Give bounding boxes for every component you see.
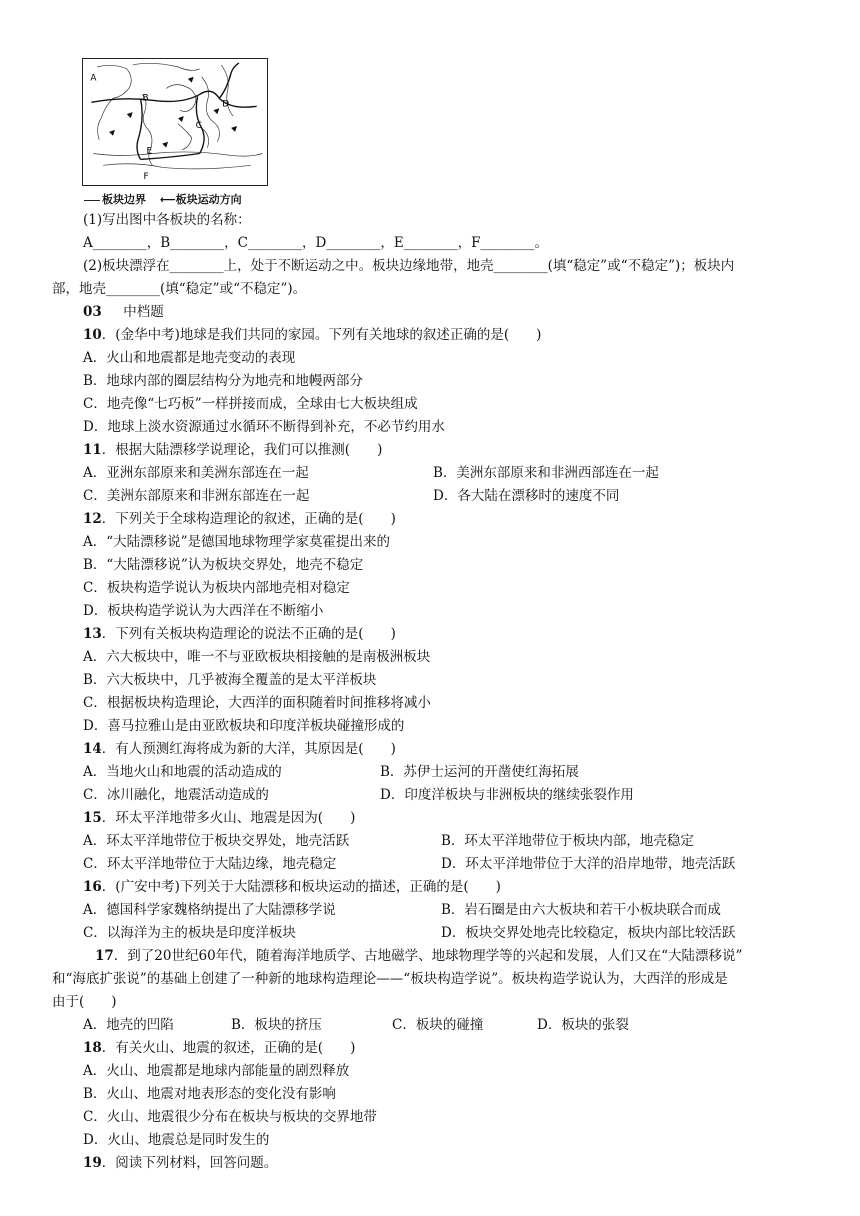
- question-number: 18: [83, 1040, 102, 1056]
- question-15-stem: [83, 809, 355, 827]
- question-text: ．(金华中考)地球是我们共同的家园。下列有关地球的叙述正确的是( ): [101, 327, 542, 343]
- option: B．板块的挤压: [231, 1017, 322, 1033]
- option: C．地壳像“七巧板”一样拼接而成，全球由七大板块组成: [83, 396, 418, 412]
- boundary-line-icon: [84, 200, 100, 201]
- question-17-stem-line3: 由于( ): [52, 994, 117, 1010]
- plate-label-a: A: [90, 73, 97, 84]
- option: A．当地火山和地震的活动造成的: [83, 764, 282, 780]
- question-17-stem-line2: 和“海底扩张说”的基础上创建了一种新的地球构造理论——“板块构造学说”。板块构造学说认为，大西洋的形成是: [52, 971, 728, 987]
- section-title: 中档题: [123, 304, 164, 320]
- option: A．火山、地震都是地球内部能量的剧烈释放: [83, 1063, 350, 1079]
- motion-arrow-icon: ⟵: [159, 193, 176, 206]
- option: D．地球上淡水资源通过水循环不断得到补充，不必节约用水: [83, 419, 445, 435]
- option: B．苏伊士运河的开凿使红海拓展: [380, 764, 579, 780]
- option: D．板块的张裂: [537, 1017, 629, 1033]
- option: B．火山、地震对地表形态的变化没有影响: [83, 1086, 336, 1102]
- plate-label-b: B: [142, 93, 149, 104]
- question-number: 12: [83, 511, 102, 527]
- question-text: ．(广安中考)下列关于大陆漂移和板块运动的描述，正确的是( ): [101, 879, 501, 895]
- option: D．板块交界处地壳比较稳定，板块内部比较活跃: [441, 925, 736, 941]
- question-number: 15: [83, 810, 102, 826]
- question-text: ．根据大陆漂移学说理论，我们可以推测( ): [101, 442, 383, 458]
- question-19-stem: [83, 1154, 277, 1172]
- question-14-stem: [83, 740, 396, 758]
- question-10-stem: [83, 326, 541, 344]
- option: C．板块的碰撞: [392, 1017, 484, 1033]
- q9-part1-prompt: (1)写出图中各板块的名称：: [83, 212, 251, 228]
- question-13-stem: [83, 625, 396, 643]
- question-18-stem: [83, 1039, 355, 1057]
- question-17-stem: [95, 947, 742, 965]
- option: C．根据板块构造理论，大西洋的面积随着时间推移将减小: [83, 695, 431, 711]
- option: C．美洲东部原来和非洲东部连在一起: [83, 488, 310, 504]
- option: B．环太平洋地带位于板块内部，地壳稳定: [441, 833, 694, 849]
- option: A．“大陆漂移说”是德国地球物理学家莫霍提出来的: [83, 534, 391, 550]
- option: A．德国科学家魏格纳提出了大陆漂移学说: [83, 902, 336, 918]
- q9-part2-line1: (2)板块漂浮在________上，处于不断运动之中。板块边缘地带，地壳________(填“稳定”或“不稳定”)；板块内: [83, 258, 735, 274]
- question-number: 14: [83, 741, 102, 757]
- plate-label-f: F: [143, 172, 149, 183]
- q9-part1-blanks: A________，B________，C________，D________，E________，F________。: [83, 235, 549, 251]
- question-number: 16: [83, 879, 102, 895]
- option: A．环太平洋地带位于板块交界处，地壳活跃: [83, 833, 350, 849]
- question-12-stem: [83, 510, 396, 528]
- plate-label-e: E: [146, 146, 153, 157]
- option: C．以海洋为主的板块是印度洋板块: [83, 925, 296, 941]
- option: C．冰川融化，地震活动造成的: [83, 787, 269, 803]
- question-text: ．阅读下列材料，回答问题。: [101, 1155, 278, 1171]
- question-16-stem: [83, 878, 501, 896]
- option: C．板块构造学说认为板块内部地壳相对稳定: [83, 580, 350, 596]
- plate-label-c: C: [195, 120, 202, 131]
- question-number: 19: [83, 1155, 102, 1171]
- option: D．环太平洋地带位于大洋的沿岸地带，地壳活跃: [441, 856, 736, 872]
- question-number: 10: [83, 327, 102, 343]
- question-text: ．环太平洋地带多火山、地震是因为( ): [101, 810, 356, 826]
- option: D．火山、地震总是同时发生的: [83, 1132, 270, 1148]
- option: A．亚洲东部原来和美洲东部连在一起: [83, 465, 309, 481]
- option: D．板块构造学说认为大西洋在不断缩小: [83, 603, 324, 619]
- question-number: 13: [83, 626, 102, 642]
- plate-map-figure: [83, 59, 267, 185]
- option: C．火山、地震很少分布在板块与板块的交界地带: [83, 1109, 377, 1125]
- question-text: ．下列关于全球构造理论的叙述，正确的是( ): [101, 511, 396, 527]
- question-number: 11: [83, 442, 102, 458]
- map-legend: [84, 191, 242, 207]
- section-heading: [83, 303, 164, 321]
- option: A．火山和地震都是地壳变动的表现: [83, 350, 296, 366]
- option: C．环太平洋地带位于大陆边缘，地壳稳定: [83, 856, 337, 872]
- legend-boundary: 板块边界: [102, 193, 146, 206]
- option: D．喜马拉雅山是由亚欧板块和印度洋板块碰撞形成的: [83, 718, 405, 734]
- plate-map: [82, 58, 268, 186]
- question-text: ．有人预测红海将成为新的大洋，其原因是( ): [101, 741, 396, 757]
- question-11-stem: [83, 441, 382, 459]
- option: B．地球内部的圈层结构分为地壳和地幔两部分: [83, 373, 363, 389]
- question-text: ．有关火山、地震的叙述，正确的是( ): [101, 1040, 356, 1056]
- question-text: ．到了20世纪60年代，随着海洋地质学、古地磁学、地球物理学等的兴起和发展，人们又在“大陆漂移说”: [113, 948, 743, 964]
- option: D．各大陆在漂移时的速度不同: [433, 488, 620, 504]
- option: B．岩石圈是由六大板块和若干小板块联合而成: [441, 902, 721, 918]
- question-number: 17: [95, 948, 114, 964]
- plate-label-d: D: [222, 99, 230, 110]
- legend-motion: 板块运动方向: [175, 193, 242, 206]
- option: A．地壳的凹陷: [83, 1017, 174, 1033]
- option: D．印度洋板块与非洲板块的继续张裂作用: [380, 787, 634, 803]
- option: B．“大陆漂移说”认为板块交界处，地壳不稳定: [83, 557, 364, 573]
- section-number: 03: [83, 304, 102, 320]
- option: A．六大板块中，唯一不与亚欧板块相接触的是南极洲板块: [83, 649, 431, 665]
- question-text: ．下列有关板块构造理论的说法不正确的是( ): [101, 626, 396, 642]
- option: B．美洲东部原来和非洲西部连在一起: [433, 465, 659, 481]
- option: B．六大板块中，几乎被海全覆盖的是太平洋板块: [83, 672, 377, 688]
- q9-part2-line2: 部，地壳________(填“稳定”或“不稳定”)。: [52, 281, 307, 297]
